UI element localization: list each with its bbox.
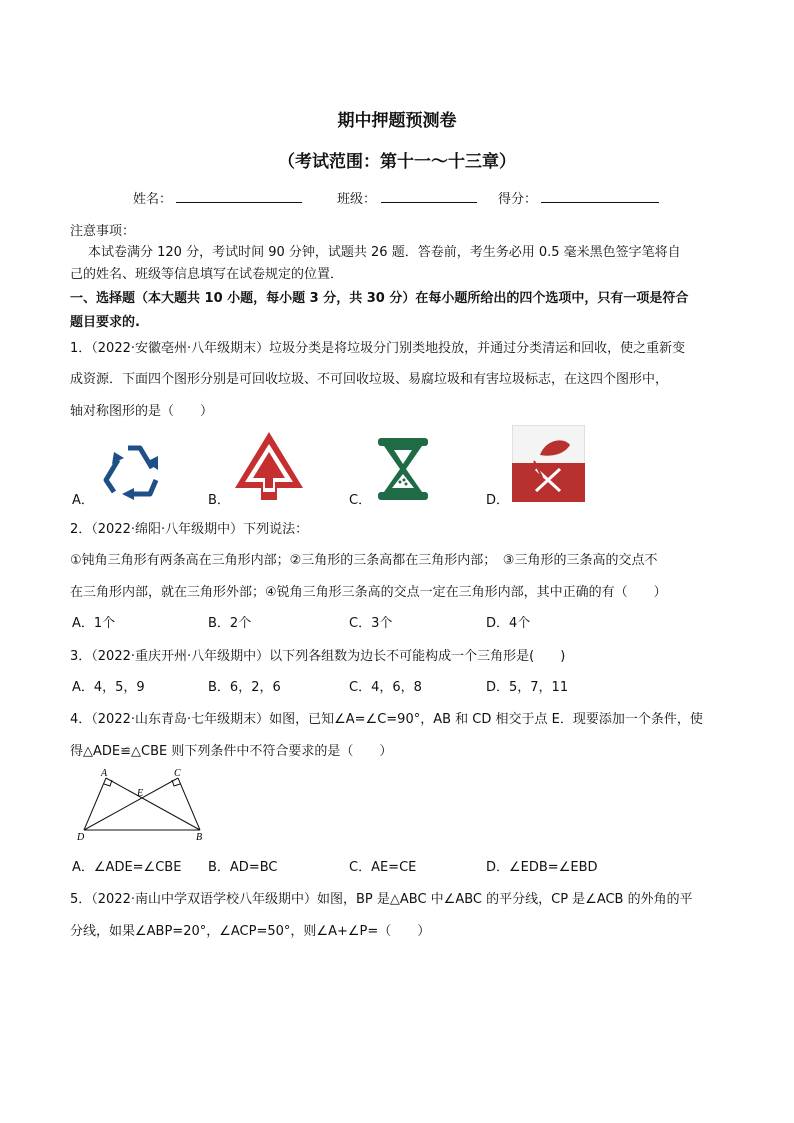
q3-option-b[interactable]: B．6，2，6 (208, 680, 281, 695)
section-heading-line-2: 题目要求的. (70, 315, 140, 330)
hazardous-waste-icon (512, 425, 585, 502)
q2-option-b[interactable]: B．2个 (208, 616, 252, 631)
q5-line-2: 分线，如果∠ABP=20°，∠ACP=50°，则∠A+∠P=（ ） (70, 924, 431, 939)
q2-option-a[interactable]: A．1个 (72, 616, 116, 631)
non-recyclable-icon (233, 430, 305, 502)
score-field[interactable] (541, 188, 659, 203)
q2-line-2: ①钝角三角形有两条高在三角形内部；②三角形的三条高都在三角形内部； ③三角形的三条高的交点不 (70, 553, 658, 568)
q4-option-d[interactable]: D．∠EDB=∠EBD (486, 860, 598, 875)
q1-option-a[interactable]: A． (72, 493, 94, 508)
recycle-icon (100, 440, 168, 502)
figure-label-d: D (77, 832, 85, 842)
q4-option-b[interactable]: B．AD=BC (208, 860, 278, 875)
notes-line-1: 本试卷满分 120 分，考试时间 90 分钟，试题共 26 题．答卷前，考生务必用 0.5 毫米黑色签字笔将自 (88, 245, 681, 260)
score-label: 得分： (498, 192, 538, 207)
q3-line-1: 3．（2022·重庆开州·八年级期中）以下列各组数为边长不可能构成一个三角形是( ) (70, 649, 566, 664)
q4-option-c[interactable]: C．AE=CE (349, 860, 417, 875)
q4-line-1: 4．（2022·山东青岛·七年级期末）如图，已知∠A=∠C=90°，AB 和 CD 相交于点 E．现要添加一个条件，使 (70, 712, 703, 727)
q1-line-2: 成资源．下面四个图形分别是可回收垃圾、不可回收垃圾、易腐垃圾和有害垃圾标志，在这四个图形中， (70, 372, 669, 387)
section-heading-line-1: 一、选择题（本大题共 10 小题，每小题 3 分，共 30 分）在每小题所给出的四个选项中，只有一项是符合 (70, 291, 689, 306)
q4-line-2: 得△ADE≌△CBE 则下列条件中不符合要求的是（ ） (70, 744, 393, 759)
q2-line-3: 在三角形内部，就在三角形外部；④锐角三角形三条高的交点一定在三角形内部，其中正确的有（ ） (70, 585, 667, 600)
figure-label-e: E (137, 788, 144, 799)
figure-label-b: B (196, 832, 203, 842)
q1-line-1: 1．（2022·安徽亳州·八年级期末）垃圾分类是将垃圾分门别类地投放，并通过分类清运和回收，使之重新变 (70, 341, 686, 356)
q1-option-c[interactable]: C． (349, 493, 372, 508)
page-subtitle: （考试范围：第十一～十三章） (278, 152, 516, 172)
q5-line-1: 5．（2022·南山中学双语学校八年级期中）如图，BP 是△ABC 中∠ABC 的平分线，CP 是∠ACB 的外角的平 (70, 892, 693, 907)
name-field[interactable] (176, 188, 302, 203)
q3-option-a[interactable]: A．4，5，9 (72, 680, 145, 695)
q1-line-3: 轴对称图形的是（ ） (70, 404, 214, 419)
q4-option-a[interactable]: A．∠ADE=∠CBE (72, 860, 182, 875)
page-title: 期中押题预测卷 (337, 111, 457, 131)
q2-line-1: 2．（2022·绵阳·八年级期中）下列说法： (70, 522, 309, 537)
notes-heading: 注意事项： (70, 224, 136, 239)
q3-option-c[interactable]: C．4，6，8 (349, 680, 422, 695)
q2-option-d[interactable]: D．4个 (486, 616, 531, 631)
notes-line-2: 己的姓名、班级等信息填写在试卷规定的位置． (70, 267, 344, 282)
q1-option-d[interactable]: D． (486, 493, 510, 508)
q1-option-b[interactable]: B． (208, 493, 230, 508)
q2-option-c[interactable]: C．3个 (349, 616, 393, 631)
figure-label-a: A (101, 768, 108, 779)
figure-label-c: C (174, 768, 181, 779)
class-field[interactable] (381, 188, 477, 203)
kitchen-waste-icon (374, 436, 432, 502)
q4-geometry-figure (74, 766, 214, 842)
name-label: 姓名： (133, 192, 173, 207)
q3-option-d[interactable]: D．5，7，11 (486, 680, 569, 695)
class-label: 班级： (337, 192, 377, 207)
